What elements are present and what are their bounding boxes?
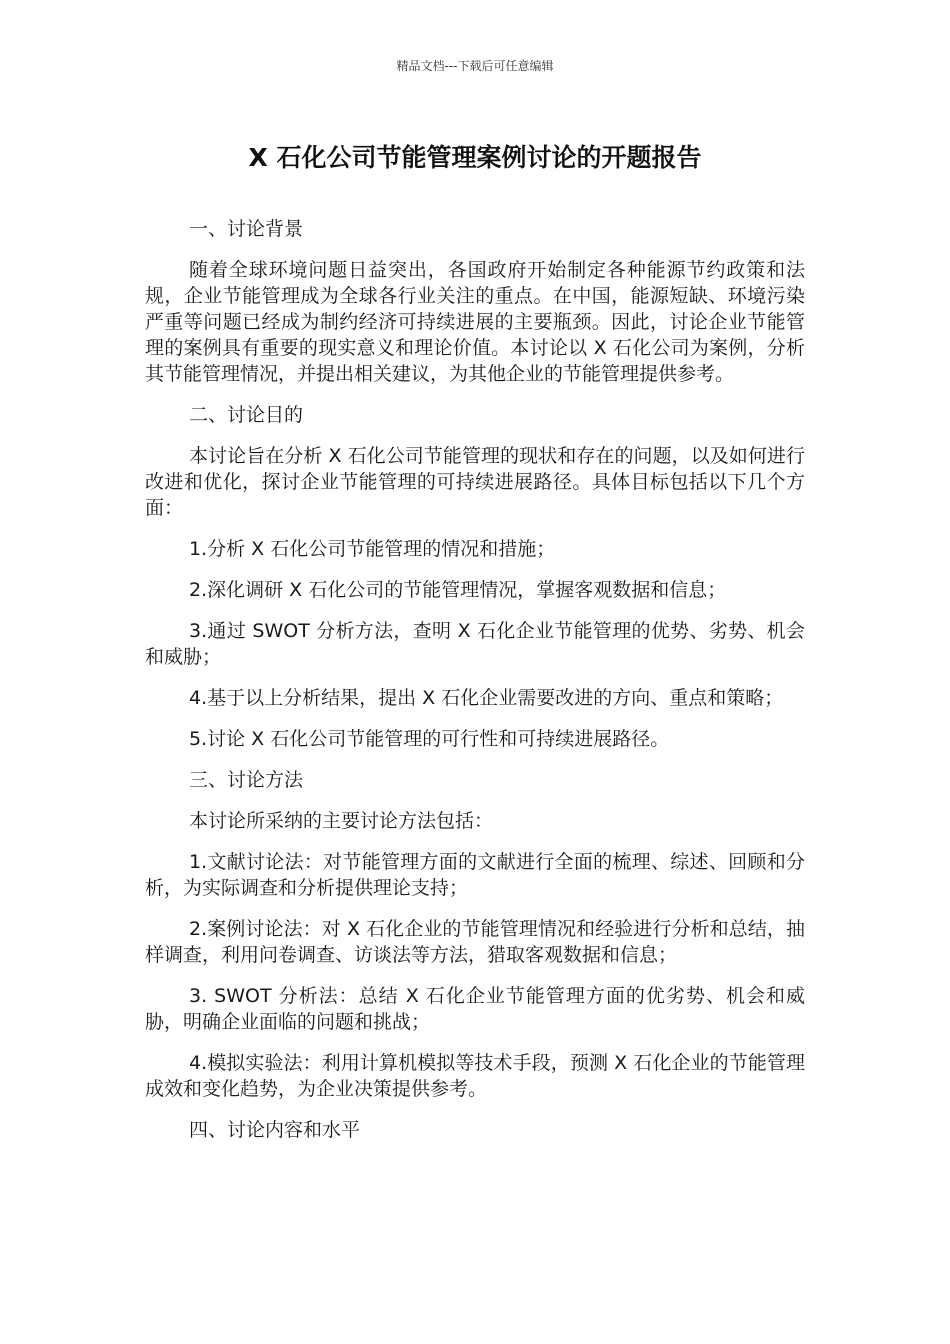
paragraph-background: 随着全球环境问题日益突出，各国政府开始制定各种能源节约政策和法规，企业节能管理成为全球各行业关注的重点。在中国，能源短缺、环境污染严重等问题已经成为制约经济可持续进展的主要瓶颈。因此，讨论企业节能管理的案例具有重要的现实意义和理论价值。本讨论以 X 石化公司为案例，分析其节能管理情况，并提出相关建议，为其他企业的节能管理提供参考。 bbox=[145, 259, 805, 385]
purpose-item-1: 1.分析 X 石化公司节能管理的情况和措施； bbox=[189, 538, 556, 560]
section-heading-purpose: 二、讨论目的 bbox=[189, 404, 304, 426]
document-title: X 石化公司节能管理案例讨论的开题报告 bbox=[248, 143, 702, 172]
purpose-item-2: 2.深化调研 X 石化公司的节能管理情况，掌握客观数据和信息； bbox=[189, 579, 727, 601]
method-item-2: 2.案例讨论法：对 X 石化企业的节能管理情况和经验进行分析和总结，抽样调查，利用问卷调查、访谈法等方法，猎取客观数据和信息； bbox=[145, 918, 805, 966]
method-item-3: 3. SWOT 分析法：总结 X 石化企业节能管理方面的优劣势、机会和威胁，明确企业面临的问题和挑战； bbox=[145, 985, 805, 1033]
method-item-4: 4.模拟实验法：利用计算机模拟等技术手段，预测 X 石化企业的节能管理成效和变化趋势，为企业决策提供参考。 bbox=[145, 1052, 805, 1100]
purpose-item-3: 3.通过 SWOT 分析方法，查明 X 石化企业节能管理的优势、劣势、机会和威胁； bbox=[145, 620, 805, 668]
method-item-1: 1.文献讨论法：对节能管理方面的文献进行全面的梳理、综述、回顾和分析，为实际调查和分析提供理论支持； bbox=[145, 851, 805, 899]
section-heading-content: 四、讨论内容和水平 bbox=[189, 1119, 361, 1141]
paragraph-purpose: 本讨论旨在分析 X 石化公司节能管理的现状和存在的问题，以及如何进行改进和优化，探讨企业节能管理的可持续进展路径。具体目标包括以下几个方面： bbox=[145, 445, 805, 519]
section-heading-background: 一、讨论背景 bbox=[189, 218, 304, 240]
section-heading-methods: 三、讨论方法 bbox=[189, 769, 304, 791]
purpose-item-4: 4.基于以上分析结果，提出 X 石化企业需要改进的方向、重点和策略； bbox=[189, 687, 784, 709]
purpose-item-5: 5.讨论 X 石化公司节能管理的可行性和可持续进展路径。 bbox=[189, 728, 670, 750]
page-header: 精品文档---下载后可任意编辑 bbox=[396, 59, 554, 73]
paragraph-methods-intro: 本讨论所采纳的主要讨论方法包括： bbox=[189, 810, 494, 832]
document-body bbox=[145, 216, 805, 1158]
